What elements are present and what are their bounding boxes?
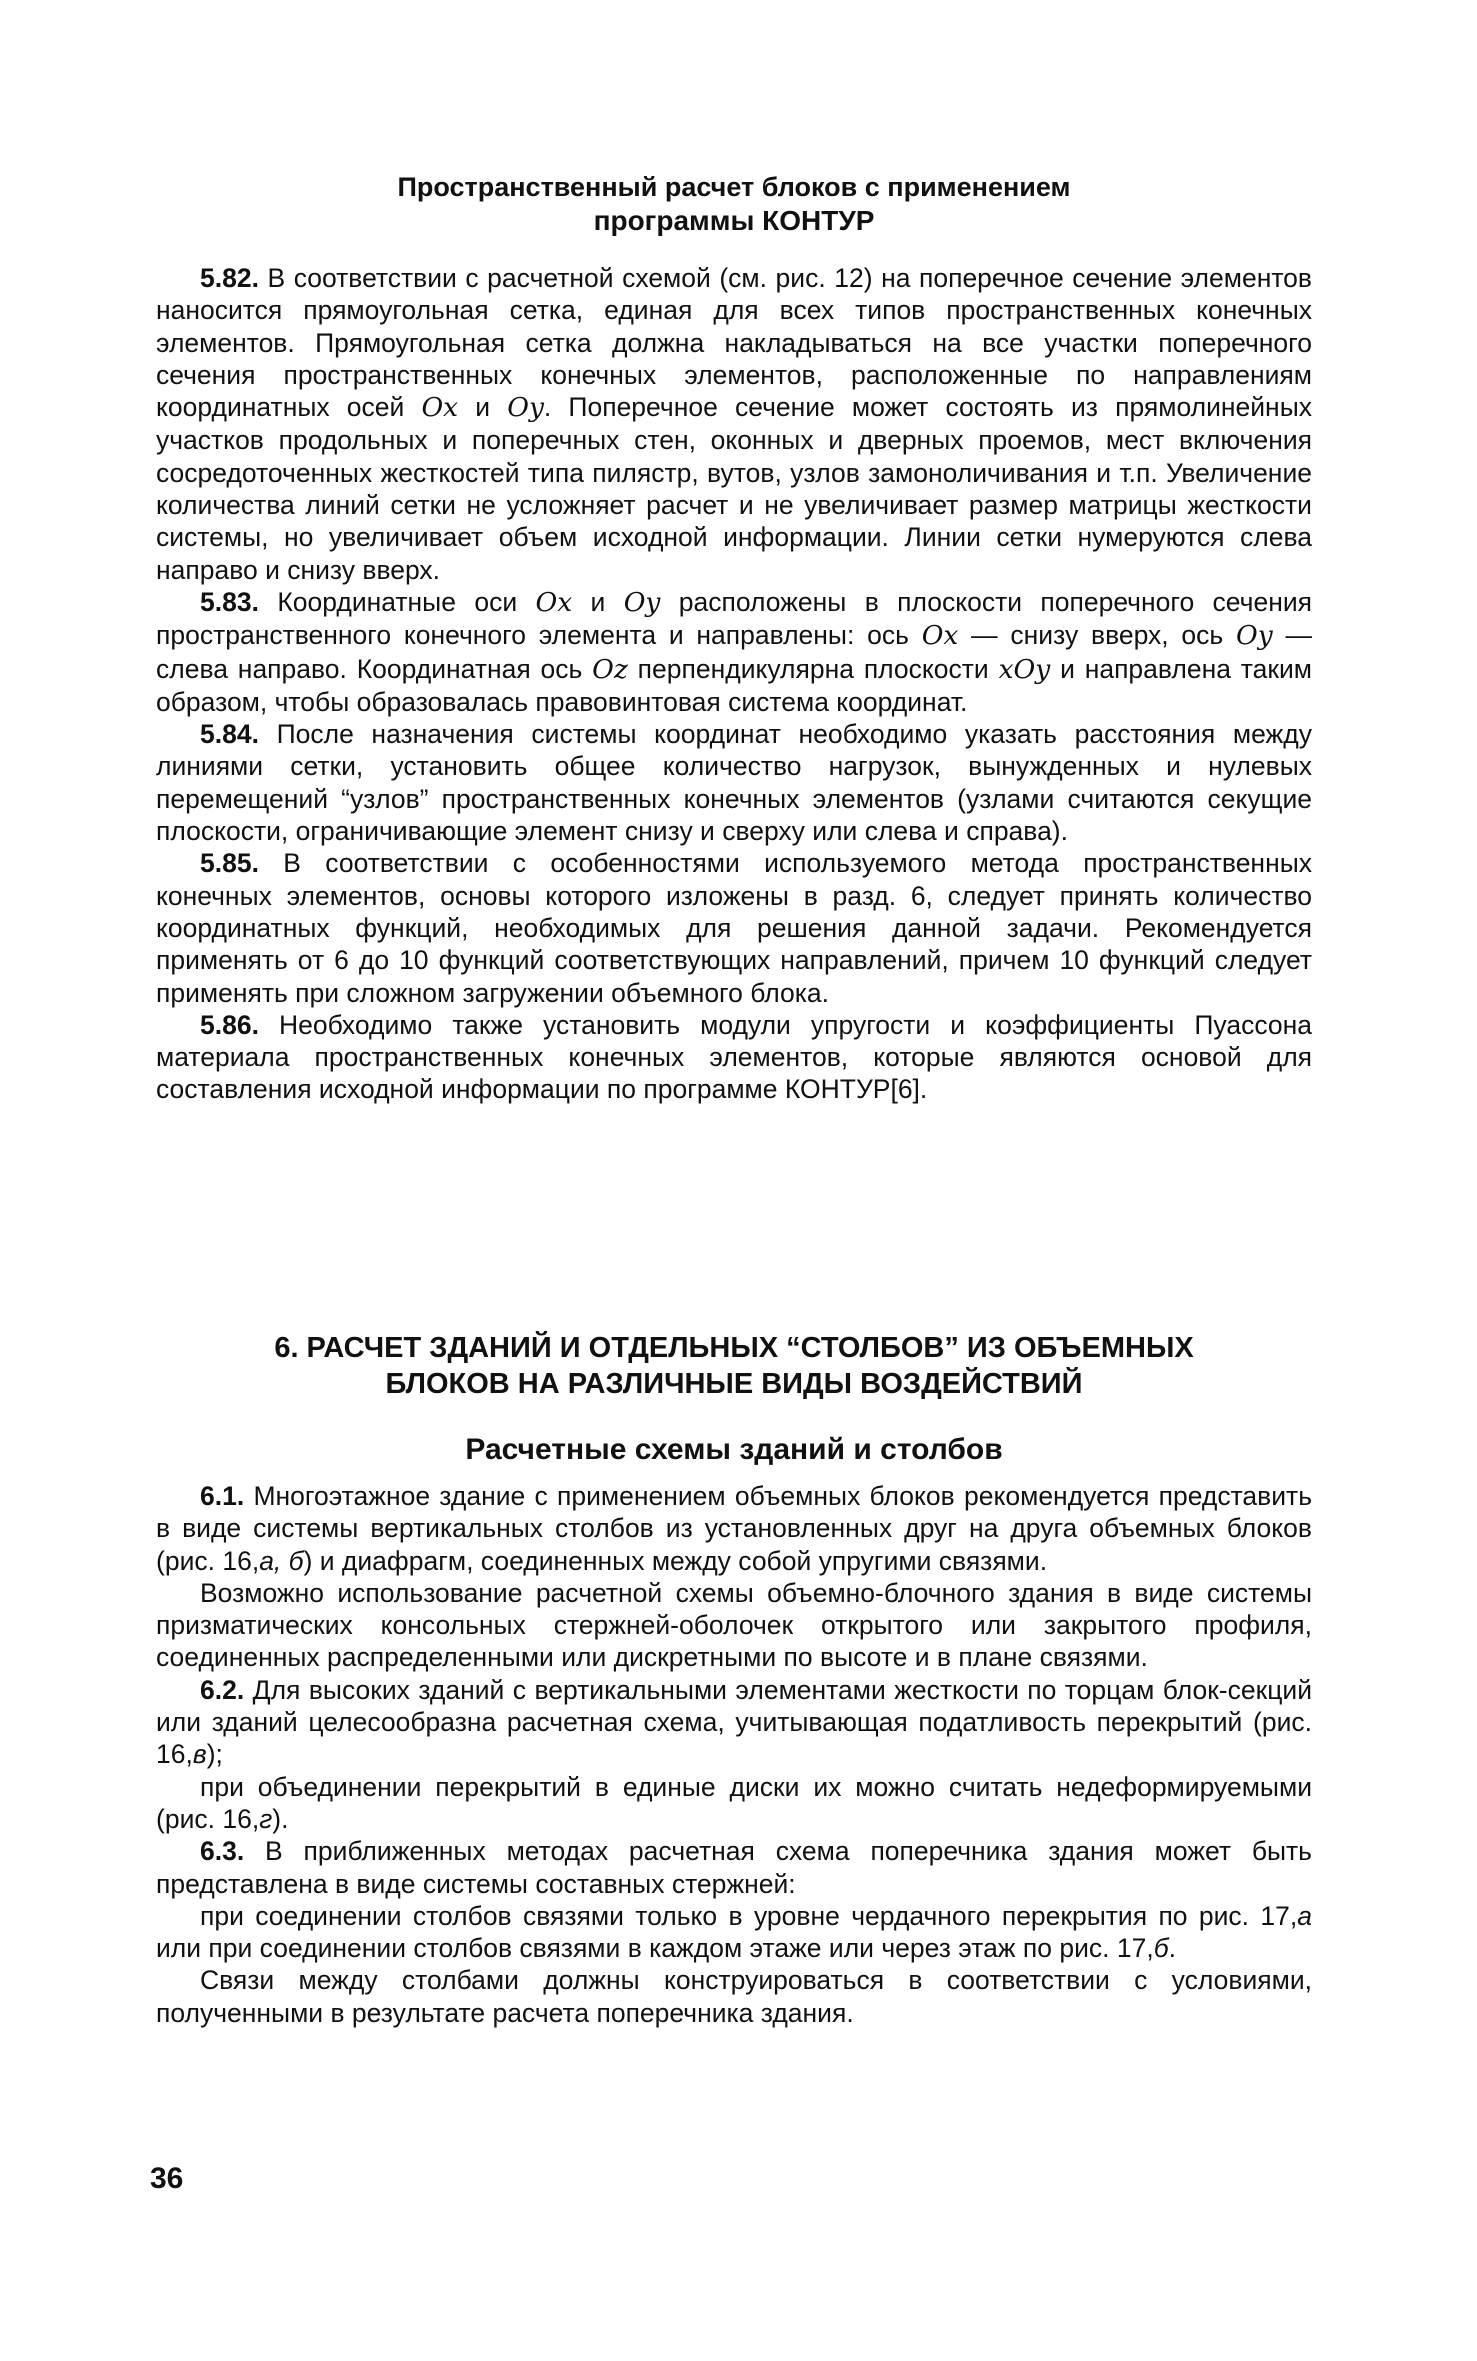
math-symbol: Ox: [421, 392, 459, 424]
paragraph-5-82: 5.82. В соответствии с расчетной схемой (см. рис. 12) на поперечное сечение элементов наносится прямоугольная сетка, единая для всех типов пространственных конечных элементов. Прямоугольная сетка должна накладываться на все участки поперечного сечения пространственных конечных элементов, расположенные по направлениям координатных осей Ox и Oy. Поперечное сечение может состоять из прямолинейных участков продольных и поперечных стен, оконных и дверных проемов, мест включения сосредоточенных жесткостей типа пилястр, вутов, узлов замоноличивания и т.п. Увеличение количества линий сетки не усложняет расчет и не увеличивает размер матрицы жесткости системы, но увеличивает объем исходной информации. Линии сетки нумеруются слева направо и снизу вверх.: [156, 263, 1312, 585]
paragraph-6-2-continued: при объединении перекрытий в единые диски их можно считать недеформируемыми (рис. 16,г).: [156, 1771, 1312, 1834]
math-symbol: Ox: [921, 620, 959, 652]
paragraph-number: 6.1.: [200, 1481, 245, 1511]
math-symbol: Oy: [623, 586, 661, 618]
math-symbol: Oz: [592, 653, 628, 685]
paragraph-6-2: 6.2. Для высоких зданий с вертикальными элементами жесткости по торцам блок-секций или зданий целесообразна расчетная схема, учитывающая податливость перекрытий (рис. 16,в);: [156, 1674, 1312, 1770]
paragraph-number: 6.3.: [200, 1836, 245, 1867]
math-symbol: xOy: [998, 653, 1051, 685]
paragraph-6-3-continued: при соединении столбов связями только в уровне чердачного перекрытия по рис. 17,а или при соединении столбов связями в каждом этаже или через этаж по рис. 17,б.: [156, 1900, 1312, 1964]
paragraph-5-83: 5.83. Координатные оси Ox и Oy расположены в плоскости поперечного сечения пространственного конечного элемента и направлены: ось Ox — снизу вверх, ось Oy — слева направо. Координатная ось Oz перпендикулярна плоскости xOy и направлена таким образом, чтобы образовалась правовинтовая система координат.: [156, 586, 1312, 717]
paragraph-6-1: 6.1. Многоэтажное здание с применением объемных блоков рекомендуется представить в виде системы вертикальных столбов из установленных друг на друга объемных блоков (рис. 16,а, б) и диафрагм, соединенных между собой упругими связями.: [156, 1481, 1312, 1576]
paragraph-6-3: 6.3. В приближенных методах расчетная схема поперечника здания может быть представлена в виде системы составных стержней:: [156, 1836, 1312, 1899]
section-heading-line-1: 6. РАСЧЕТ ЗДАНИЙ И ОТДЕЛЬНЫХ “СТОЛБОВ” ИЗ ОБЪЕМНЫХ: [274, 1332, 1194, 1364]
section-heading: [156, 1330, 1312, 1402]
text-block-lower: [156, 1480, 1312, 2029]
math-symbol: Oy: [507, 392, 544, 424]
section-heading-line-2: БЛОКОВ НА РАЗЛИЧНЫЕ ВИДЫ ВОЗДЕЙСТВИЙ: [385, 1368, 1083, 1400]
paragraph-number: 5.86.: [200, 1009, 259, 1040]
math-symbol: Oy: [1236, 620, 1273, 652]
math-symbol: Ox: [535, 586, 573, 618]
paragraph-6-1-continued: Возможно использование расчетной схемы объемно-блочного здания в виде системы призматических консольных стержней-оболочек открытого или закрытого профиля, соединенных распределенными или дискретными по высоте и в плане связями.: [156, 1577, 1312, 1673]
paragraph-number: 6.2.: [200, 1674, 245, 1705]
subsection-heading: [156, 170, 1312, 238]
paragraph-5-85: 5.85. В соответствии с особенностями используемого метода пространственных конечных элементов, основы которого изложены в разд. 6, следует принять количество координатных функций, необходимых для решения данной задачи. Рекомендуется применять от 6 до 10 функций соответствующих направлений, причем 10 функций следует применять при сложном загружении объемного блока.: [156, 848, 1312, 1008]
text-block-upper: [156, 262, 1312, 1106]
paragraph-number: 5.85.: [200, 848, 259, 879]
subsection-heading-line-2: программы КОНТУР: [593, 205, 875, 236]
subsection-heading-line-1: Пространственный расчет блоков с применением: [397, 172, 1071, 202]
paragraph-number: 5.83.: [200, 586, 259, 617]
paragraph-number: 5.84.: [200, 719, 259, 750]
paragraph-6-3-final: Связи между столбами должны конструироваться в соответствии с условиями, полученными в результате расчета поперечника здания.: [156, 1965, 1312, 2028]
paragraph-5-84: 5.84. После назначения системы координат необходимо указать расстояния между линиями сетки, установить общее количество нагрузок, вынужденных и нулевых перемещений “узлов” пространственных конечных элементов (узлами считаются секущие плоскости, ограничивающие элемент снизу и сверху или слева и справа).: [156, 719, 1312, 847]
section-subtitle: Расчетные схемы зданий и столбов: [465, 1433, 1003, 1466]
paragraph-number: 5.82.: [200, 263, 259, 293]
page-number: 36: [150, 2162, 184, 2195]
paragraph-5-86: 5.86. Необходимо также установить модули упругости и коэффициенты Пуассона материала пространственных конечных элементов, которые являются основой для составления исходной информации по программе КОНТУР[6].: [156, 1009, 1312, 1105]
